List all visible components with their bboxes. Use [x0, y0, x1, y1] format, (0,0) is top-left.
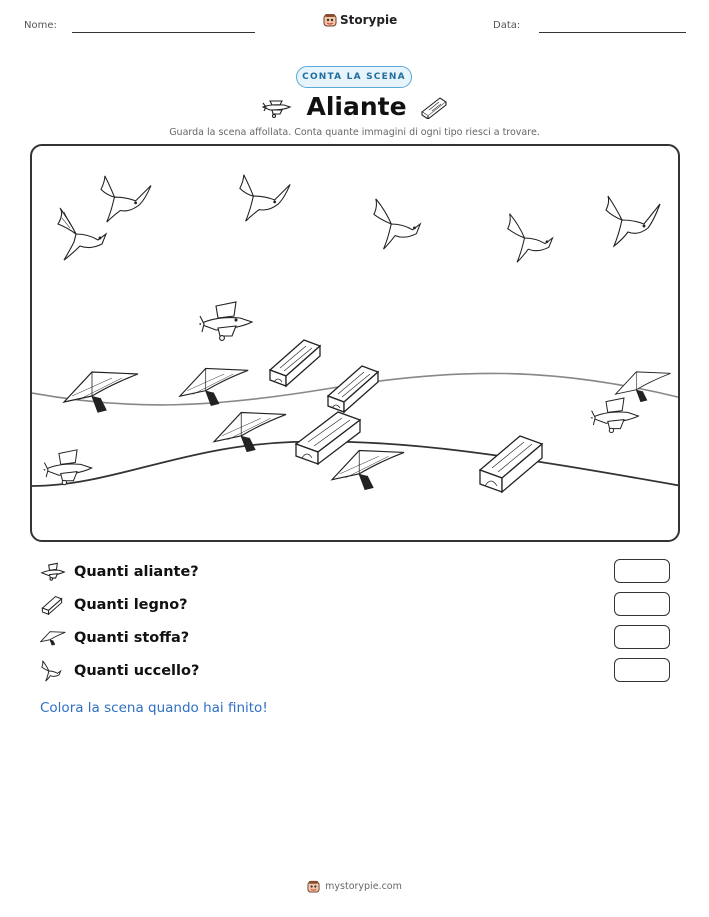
wood-plank-icon[interactable]: [324, 362, 382, 414]
activity-badge: CONTA LA SCENA: [296, 66, 412, 88]
page-title: Aliante: [306, 92, 407, 121]
storypie-mascot-icon: [323, 13, 337, 27]
date-label: Data:: [493, 20, 521, 31]
bird-icon: [40, 661, 66, 681]
brand-logo: [323, 13, 397, 27]
site-url: mystorypie.com: [325, 881, 402, 892]
wood-plank-icon[interactable]: [266, 336, 324, 388]
glider-plane-icon[interactable]: [40, 448, 96, 488]
hang-glider-icon[interactable]: [178, 364, 250, 408]
glider-plane-icon: [260, 95, 294, 119]
hang-glider-icon: [40, 628, 66, 648]
wood-plank-icon: [40, 595, 66, 615]
site-footer: [0, 880, 709, 893]
wood-plank-icon[interactable]: [294, 408, 364, 466]
question-text: Quanti stoffa?: [74, 630, 190, 646]
glider-plane-icon[interactable]: [196, 298, 256, 344]
answer-box-legno[interactable]: [614, 592, 670, 616]
question-row-uccello: [40, 658, 670, 684]
counting-scene[interactable]: [30, 144, 680, 542]
bird-icon[interactable]: [97, 174, 155, 224]
date-field-line[interactable]: [539, 32, 686, 33]
hang-glider-icon[interactable]: [62, 368, 140, 414]
bird-icon[interactable]: [602, 194, 662, 248]
answer-box-aliante[interactable]: [614, 559, 670, 583]
question-text: Quanti uccello?: [74, 663, 200, 679]
question-row-stoffa: [40, 625, 670, 651]
answer-box-uccello[interactable]: [614, 658, 670, 682]
question-row-aliante: [40, 559, 670, 585]
storypie-mascot-icon: [307, 880, 320, 893]
bird-icon[interactable]: [370, 196, 428, 252]
question-row-legno: [40, 592, 670, 618]
name-field-line[interactable]: [72, 32, 255, 33]
question-text: Quanti legno?: [74, 597, 188, 613]
glider-plane-icon: [40, 562, 66, 582]
wood-plank-icon: [419, 95, 449, 119]
wood-plank-icon[interactable]: [478, 432, 546, 494]
question-text: Quanti aliante?: [74, 564, 199, 580]
bird-icon[interactable]: [504, 210, 560, 266]
name-label: Nome:: [24, 20, 57, 31]
hang-glider-icon[interactable]: [212, 408, 288, 454]
instructions-text: Guarda la scena affollata. Conta quante immagini di ogni tipo riesci a trovare.: [169, 127, 540, 138]
coloring-note: Colora la scena quando hai finito!: [40, 700, 268, 716]
hang-glider-icon[interactable]: [614, 368, 672, 404]
bird-icon[interactable]: [236, 172, 294, 224]
title-row: [0, 92, 709, 121]
answer-box-stoffa[interactable]: [614, 625, 670, 649]
brand-name: Storypie: [340, 13, 398, 27]
